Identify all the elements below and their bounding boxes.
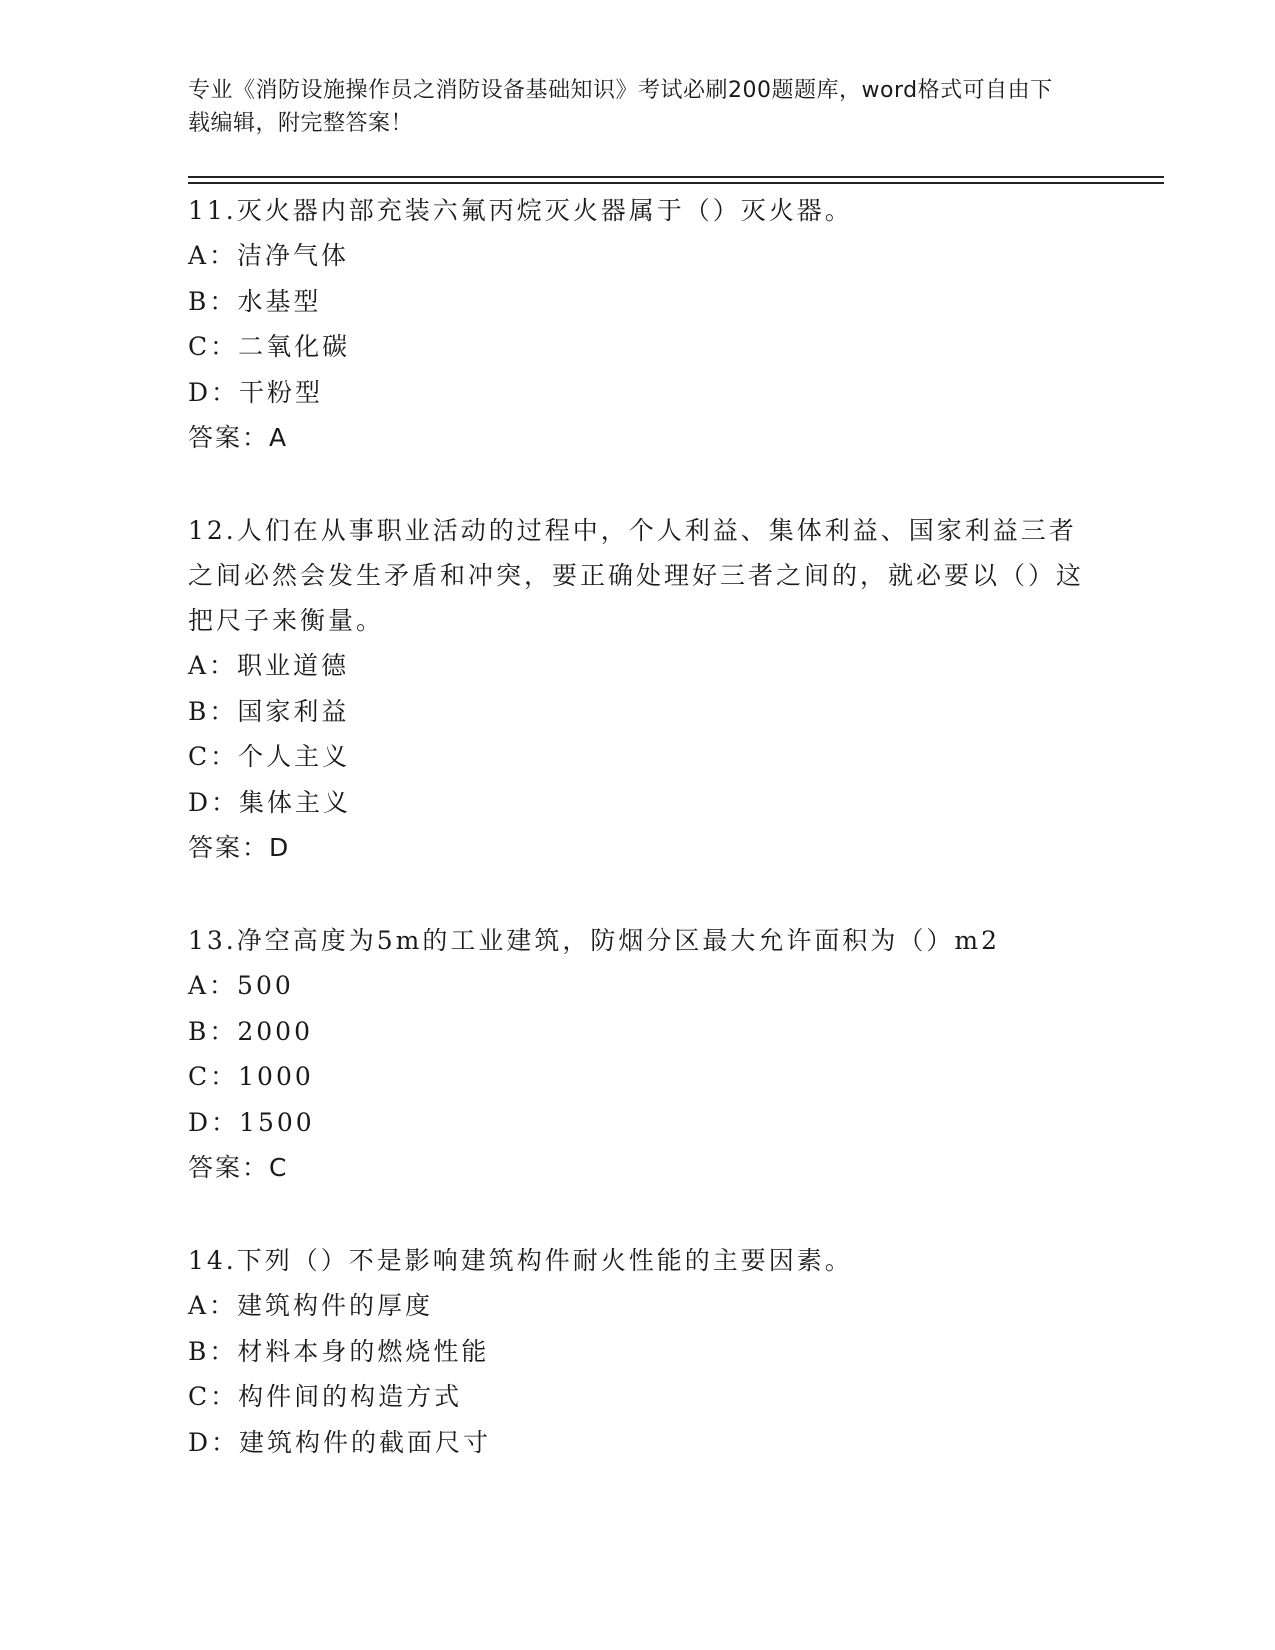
question-stem: 11.灭火器内部充装六氟丙烷灭火器属于（）灭火器。 [188,196,853,225]
answer: 答案：C [188,1153,289,1182]
option-b: B：水基型 [188,286,322,316]
option-d: D：干粉型 [188,377,324,407]
question-stem: 14.下列（）不是影响建筑构件耐火性能的主要因素。 [188,1246,853,1275]
question-12 [188,508,1088,871]
option-b: B：材料本身的燃烧性能 [188,1336,490,1366]
option-a: A：职业道德 [188,651,350,680]
question-stem: 13.净空高度为5m的工业建筑，防烟分区最大允许面积为（）m2 [188,926,1000,955]
question-13 [188,918,1088,1191]
question-stem: 12.人们在从事职业活动的过程中，个人利益、集体利益、国家利益三者之间必然会发生矛盾和冲突，要正确处理好三者之间的，就必要以（）这把尺子来衡量。 [188,516,1085,635]
option-a: A：建筑构件的厚度 [188,1291,434,1320]
question-14 [188,1238,1088,1465]
question-list [188,188,1088,1465]
option-a: A：洁净气体 [188,241,350,270]
option-d: D：集体主义 [188,787,352,817]
header-divider-bottom [188,182,1164,184]
option-c: C：二氧化碳 [188,332,351,361]
option-c: C：1000 [188,1062,314,1091]
answer: 答案：A [188,423,289,452]
answer: 答案：D [188,833,291,862]
option-b: B：2000 [188,1016,313,1046]
option-a: A：500 [188,971,294,1000]
option-c: C：个人主义 [188,742,351,771]
option-d: D：1500 [188,1107,315,1137]
question-11 [188,188,1088,461]
option-c: C：构件间的构造方式 [188,1382,463,1411]
header-divider-top [188,176,1164,178]
document-header: 专业《消防设施操作员之消防设备基础知识》考试必刷200题题库，word格式可自由下载编辑，附完整答案！ [188,78,1053,136]
option-d: D：建筑构件的截面尺寸 [188,1427,492,1457]
option-b: B：国家利益 [188,696,350,726]
